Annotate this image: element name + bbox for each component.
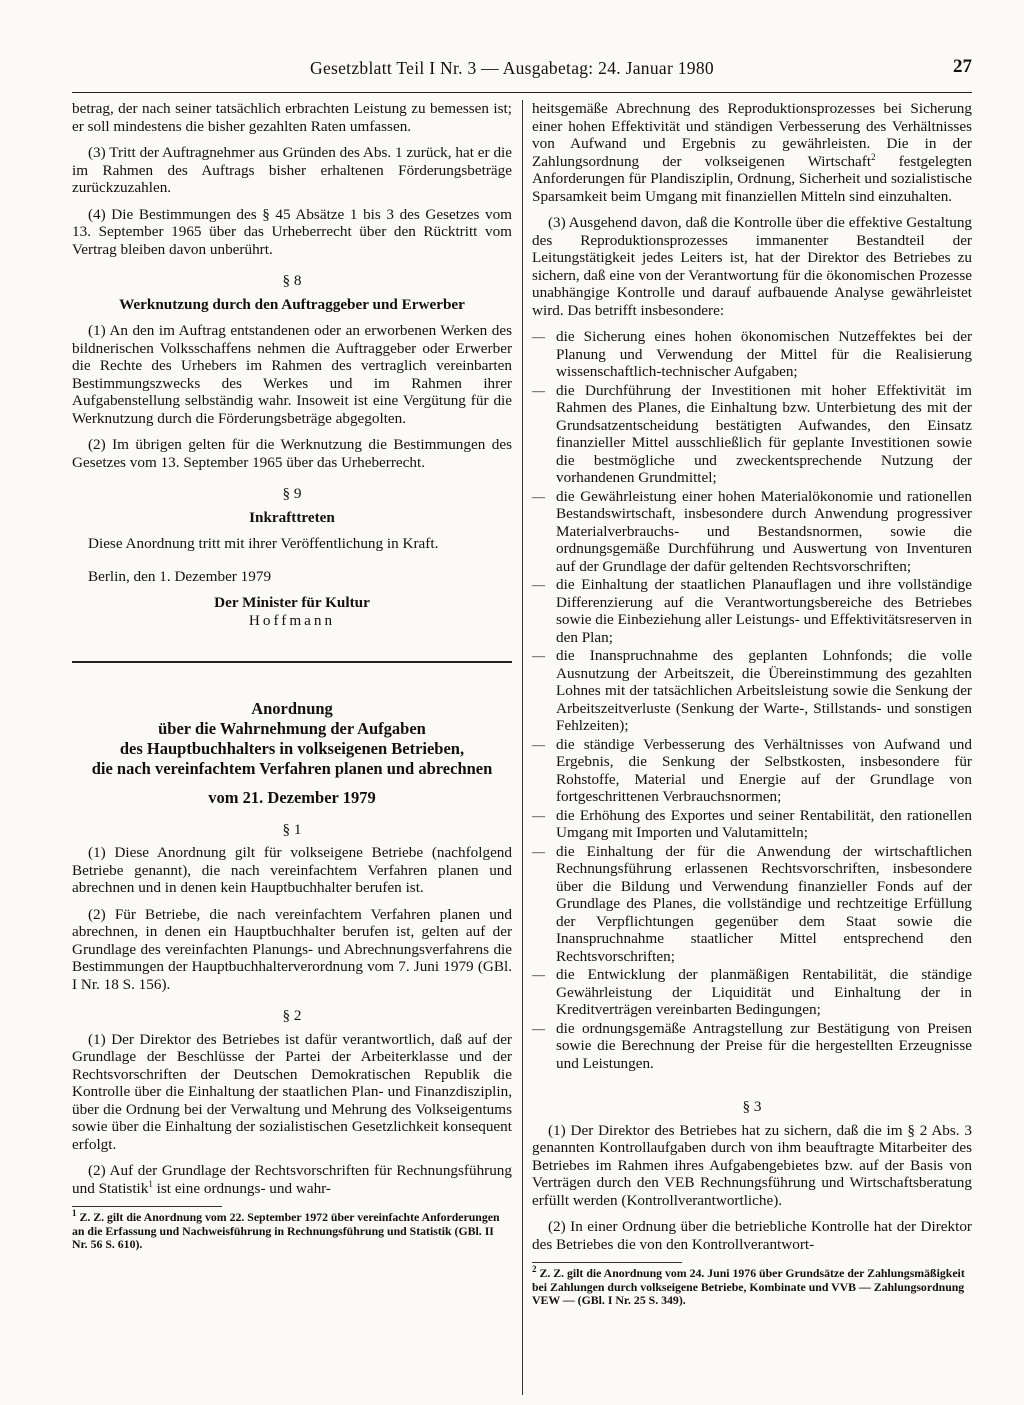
section-2-number: § 2 (282, 1007, 302, 1024)
left-column (72, 100, 512, 1252)
control-tasks-list (532, 328, 972, 1072)
section-9-title: Inkrafttreten (249, 508, 335, 526)
list-item: — die ordnungsgemäße Antragstellung zur Bestätigung von Preisen sowie die Berechnung der Preise für die hergestellten Erzeugnisse und Leistungen. (532, 1020, 972, 1073)
paragraph-2-2: (2) Auf der Grundlage der Rechtsvorschriften für Rechnungsführung und Statistik$^1$ ist eine ordnungs- und wahr- (72, 1162, 512, 1197)
paragraph-8-2: (2) Im übrigen gelten für die Werknutzung die Bestimmungen des Gesetzes vom 13. September 1965 über das Urheberrecht. (72, 436, 512, 471)
footnote-1: $^1$ Z. Z. gilt die Anordnung vom 22. September 1972 über vereinfachte Anforderungen an die Erfassung und Nachweisführung in Rechnungsführung und Statistik (GBl. II Nr. 56 S. 610). (72, 1208, 500, 1251)
new-document-title-line-4: die nach vereinfachtem Verfahren planen und abrechnen (91, 759, 493, 778)
list-item: — die Gewährleistung einer hohen Materialökonomie und rationellen Bestandswirtschaft, insbesondere durch Anwendung progressiver Materialverbrauchs- und Bestandsnormen, sowie die ordnungsgemäße Durchführung und Auswertung von Inventuren auf der Grundlage der dafür geltenden Rechtsvorschriften; (532, 488, 972, 576)
column-divider (522, 100, 523, 1395)
new-document-date: vom 21. Dezember 1979 (208, 788, 376, 807)
new-document-title-line-1: Anordnung (251, 699, 333, 718)
list-item: — die Erhöhung des Exportes und seiner Rentabilität, den rationellen Umgang mit Importen und Valutamitteln; (532, 807, 972, 842)
continued-paragraph: betrag, der nach seiner tatsächlich erbrachten Leistung zu bemessen ist; er soll mindestens die bisher gezahlten Raten umfassen. (72, 100, 512, 135)
list-item: — die ständige Verbesserung des Verhältnisses von Aufwand und Ergebnis, die Senkung der Selbstkosten, insbesondere für Rohstoffe, Material und Energie auf der Grundlage von fortgeschrittenen Verbrauchsnormen; (532, 736, 972, 806)
new-document-title-line-3: des Hauptbuchhalters in volkseigenen Betrieben, (119, 739, 465, 758)
paragraph-3-1: (1) Der Direktor des Betriebes hat zu sichern, daß die im § 2 Abs. 3 genannten Kontrollaufgaben durch von ihm beauftragte Mitarbeiter des Betriebes im Rahmen ihres Aufgabengebietes bzw. auf der Basis von Verträgen durch den VEB Rechnungsführung und Wirtschaftsberatung erfüllt werden (Kontrollverantwortliche). (532, 1121, 972, 1209)
minister-name: Hoffmann (248, 611, 336, 629)
footnote-ref-1: 1 (148, 1178, 153, 1189)
new-document-title-line-2: über die Wahrnehmung der Aufgaben (158, 719, 426, 738)
list-item: — die Durchführung der Investitionen mit hoher Effektivität im Rahmen des Planes, die Einhaltung bzw. Unterbietung des mit der Grundsatzentscheidung bestätigten Aufwandes, den Einsatz finanzieller Mittel ausschließlich für geplante Investitionen sowie die bestmögliche und zweckentsprechende Nutzung der vorhandenen Grundmittel; (532, 382, 972, 487)
section-8-title: Werknutzung durch den Auftraggeber und Erwerber (119, 295, 465, 313)
list-item: — die Einhaltung der für die Anwendung der wirtschaftlichen Rechnungsführung erlassenen Rechtsvorschriften, insbesondere über die Bildung und Verwendung finanzieller Fonds auf der Grundlage des Planes, die vollständige und rechtzeitige Erfüllung der Verpflichtungen gegenüber dem Staat sowie die Inanspruchnahme staatlicher Mittel entsprechend den Rechtsvorschriften; (532, 843, 972, 966)
footnote-rule (72, 1206, 222, 1207)
right-column (532, 100, 972, 1308)
paragraph-7-4: (4) Die Bestimmungen des § 45 Absätze 1 bis 3 des Gesetzes vom 13. September 1965 über das Urheberrecht über den Rücktritt vom Vertrag bleiben davon unberührt. (72, 205, 512, 258)
paragraph-8-1: (1) An den im Auftrag entstandenen oder an erworbenen Werken des bildnerischen Volksschaffens nehmen die Auftraggeber oder Erwerber die Rechte des Urhebers im Rahmen des vertraglich vereinbarten Bestimmungszwecks des Werkes und im Rahmen ihrer Aufgabenstellung selbständig wahr. Insoweit ist eine Vergütung für die Werknutzung durch die Förderungsbeträge abgegolten. (72, 322, 512, 427)
footnote-ref-2: 2 (871, 151, 876, 162)
document-separator (72, 661, 512, 663)
section-8-number: § 8 (282, 272, 302, 289)
running-header: Gesetzblatt Teil I Nr. 3 — Ausgabetag: 24. Januar 1980 (310, 58, 714, 78)
section-1-number: § 1 (282, 820, 302, 838)
list-item: — die Inanspruchnahme des geplanten Lohnfonds; die volle Ausnutzung der Arbeitszeit, die Übereinstimmung des gezahlten Lohnes mit der tatsächlichen Arbeitsleistung sowie die Senkung der Arbeitszeitverluste (Senkung der Warte-, Stillstands- und sonstigen Fehlzeiten); (532, 647, 972, 735)
minister-title: Der Minister für Kultur (214, 594, 370, 611)
continued-paragraph-right: heitsgemäße Abrechnung des Reproduktionsprozesses bei Sicherung einer hohen Effektivität und ständigen Verbesserung des Verhältnisses von Aufwand und Ergebnis zu gewährleisten. Die in der Zahlungsordnung der volkseigenen Wirtschaft$^2$ festgelegten Anforderungen für Plandisziplin, Ordnung, Sicherheit und sozialistische Sparsamkeit beim Umgang mit finanziellen Mitteln sind einzuhalten. (532, 100, 972, 205)
section-3-number: § 3 (742, 1098, 762, 1115)
header-rule (72, 92, 972, 93)
footnote-rule (532, 1262, 682, 1263)
list-item: — die Sicherung eines hohen ökonomischen Nutzeffektes bei der Planung und Verwendung der Mittel für die Realisierung wissenschaftlich-technischer Aufgaben; (532, 328, 972, 381)
paragraph-2-3: (3) Ausgehend davon, daß die Kontrolle über die effektive Gestaltung des Reproduktionsprozesses immanenter Bestandteil der Leitungstätigkeit jedes Leiters ist, hat der Direktor des Betriebes zu sichern, daß eine von der Verantwortung für die ökonomischen Prozesse unabhängige Kontrolle und darauf aufbauende Analyse gewährleistet wird. Das betrifft insbesondere: (532, 214, 973, 319)
paragraph-3-2: (2) In einer Ordnung über die betriebliche Kontrolle hat der Direktor des Betriebes die von den Kontrollverantwort- (532, 1218, 972, 1253)
section-9-number: § 9 (282, 485, 302, 502)
paragraph-7-3: (3) Tritt der Auftragnehmer aus Gründen des Abs. 1 zurück, hat er die im Rahmen des Auftrags bisher erhaltenen Förderungsbeträge zurückzuzahlen. (72, 144, 512, 196)
list-item: — die Entwicklung der planmäßigen Rentabilität, die ständige Gewährleistung der Liquidität und Einhaltung der in Kreditverträgen vereinbarten Bedingungen; (532, 966, 972, 1019)
page-number: 27 (953, 56, 972, 77)
paragraph-1-2: (2) Für Betriebe, die nach vereinfachtem Verfahren planen und abrechnen, in denen ein Hauptbuchhalter berufen ist, gelten auf der Grundlage des vereinfachten Planungs- und Abrechnungsverfahrens die Bestimmungen der Hauptbuchhalterverordnung vom 7. Juni 1979 (GBl. I Nr. 18 S. 156). (72, 905, 512, 993)
list-item: — die Einhaltung der staatlichen Planauflagen und ihre vollständige Differenzierung auf die Verantwortungsbereiche des Betriebes sowie die Einbeziehung aller Leistungs- und Effektivitätsreserven in den Plan; (532, 576, 972, 646)
paragraph-1-1: (1) Diese Anordnung gilt für volkseigene Betriebe (nachfolgend Betriebe genannt), die nach vereinfachtem Verfahren planen und abrechnen und in denen kein Hauptbuchhalter berufen ist. (72, 844, 512, 896)
paragraph-9: Diese Anordnung tritt mit ihrer Veröffentlichung in Kraft. (88, 535, 439, 552)
place-and-date: Berlin, den 1. Dezember 1979 (88, 567, 272, 585)
footnote-2: $^2$ Z. Z. gilt die Anordnung vom 24. Juni 1976 über Grundsätze der Zahlungsmäßigkeit bei Zahlungen durch volkseigene Betriebe, Kombinate und VVB — Zahlungsordnung VEW — (GBl. I Nr. 25 S. 349). (532, 1264, 965, 1307)
paragraph-2-1: (1) Der Direktor des Betriebes ist dafür verantwortlich, daß auf der Grundlage der Beschlüsse der Partei der Arbeiterklasse und der Rechtsvorschriften der Deutschen Demokratischen Republik die Kontrolle über die Einhaltung der staatlichen Plan- und Finanzdisziplin, über die Ordnung bei der Verwaltung und Mehrung des Volkseigentums sowie über die Einhaltung der sozialistischen Gesetzlichkeit konsequent erfolgt. (72, 1030, 512, 1153)
